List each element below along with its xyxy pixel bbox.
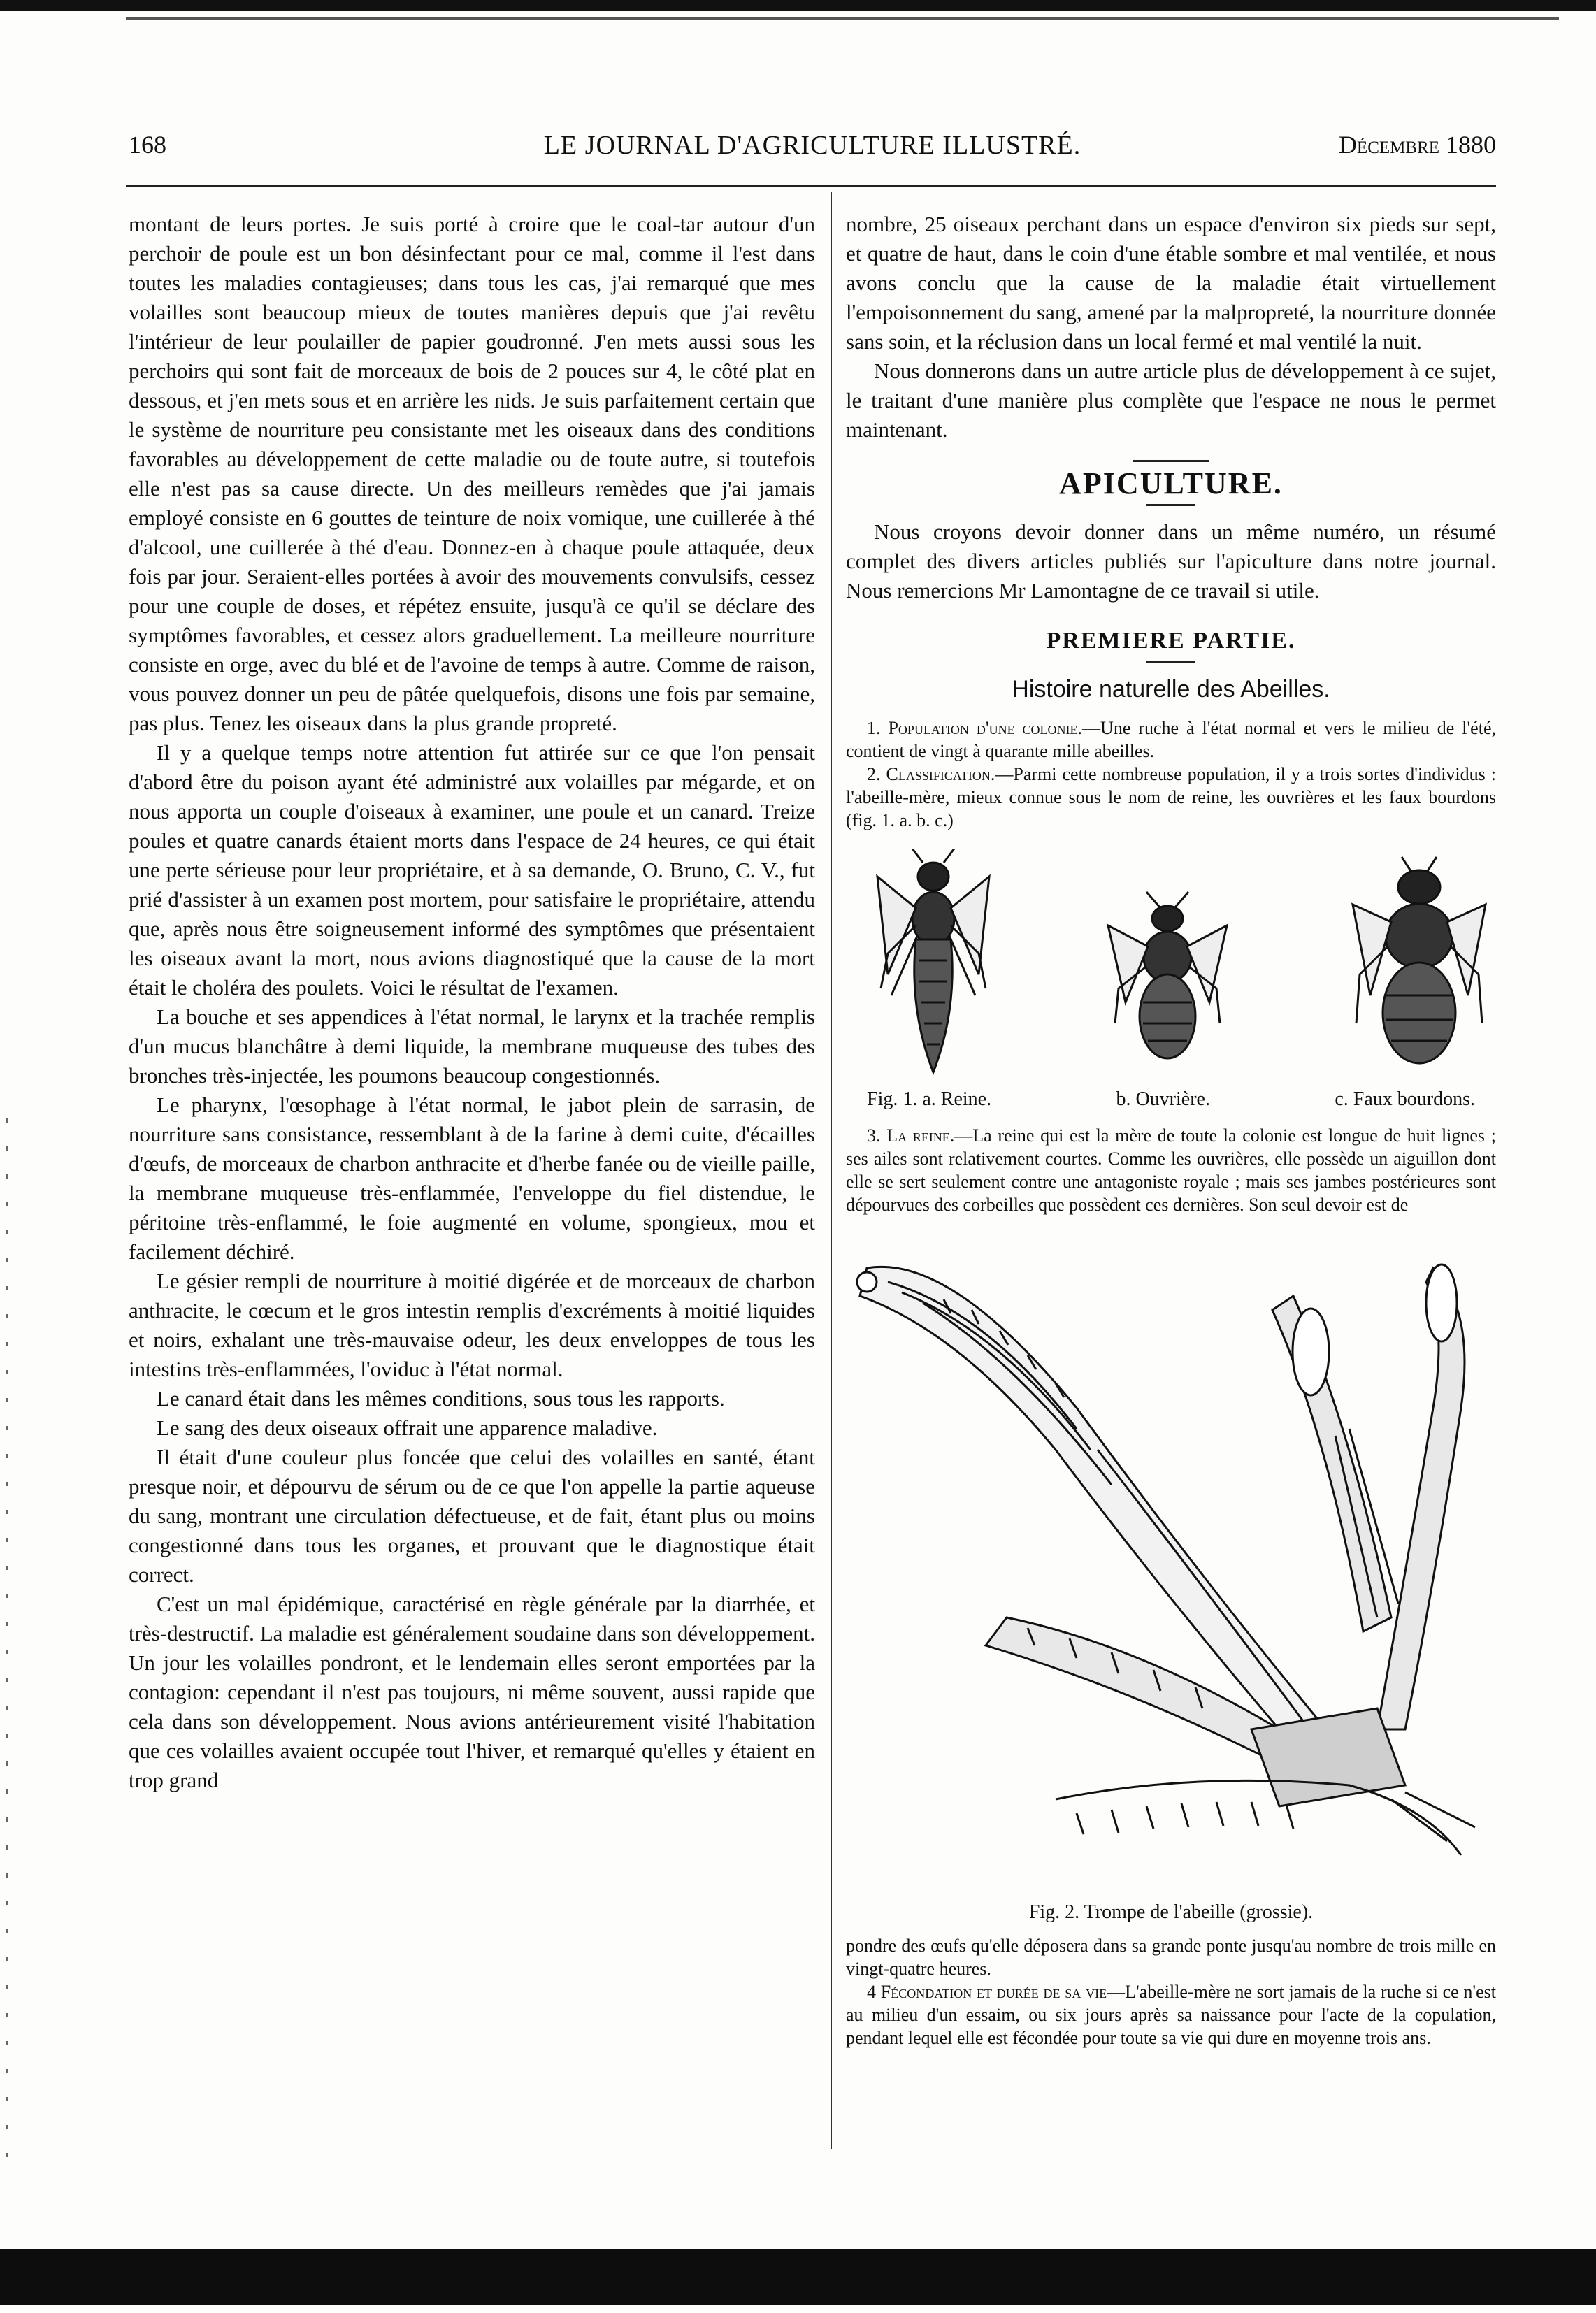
caption-queen: Fig. 1. a. Reine. <box>867 1088 992 1110</box>
item-3-continued: pondre des œufs qu'elle déposera dans sa grande ponte jusqu'au nombre de trois mille en vingt-quatre heures. <box>846 1936 1496 1979</box>
paragraph: Le sang des deux oiseaux offrait une apparence maladive. <box>157 1415 658 1440</box>
page-number: 168 <box>129 131 166 159</box>
left-column <box>129 210 815 1795</box>
running-head <box>129 130 1496 172</box>
part-rule <box>1146 661 1195 663</box>
item-text: —Une ruche à l'état normal et vers le milieu de l'été, contient de vingt à quarante mille abeilles. <box>846 718 1496 761</box>
paragraph: montant de leurs portes. Je suis porté à croire que le coal-tar autour d'un perchoir de poule est un bon désinfectant pour ce mal, comme il l'est dans toutes les maladies contagieuses; dans tous les cas, j'ai remarqué que mes volailles sont beaucoup mieux de toutes manières depuis que j'ai revêtu l'intérieur de leur poulailler de papier goudronné. J'en mets aussi sous les perchoirs qui sont fait de morceaux de bois de 2 pouces sur 4, le côté plat en dessous, et j'en mets sous et en arrière les nids. Je suis parfaitement certain que le système de nourriture peu consistante met les oiseaux dans des conditions favorables au développement de cette maladie ou de toute autre, si toutefois elle n'est pas sa cause directe. Un des meilleurs remèdes que j'ai jamais employé consiste en 6 gouttes de teinture de noix vomique, une cuillerée à thé d'alcool, une cuillerée à thé d'eau. Donnez-en à chaque poule attaquée, deux fois par jour. Seraient-elles portées à avoir des mouvements convulsifs, cessez pour une couple de doses, et répétez ensuite, jusqu'à ce qu'il se déclare des symptômes favorables, et cessez alors graduellement. La meilleure nourriture consiste en orge, avec du blé et de l'avoine de temps à autre. Comme de raison, vous pouvez donner un peu de pâtée quelquefois, disons une fois par semaine, pas plus. Tenez les oiseaux dans la plus grande propreté. <box>129 212 815 735</box>
paragraph: Nous donnerons dans un autre article plus de développement à ce sujet, le traitant d'une manière plus complète que l'espace ne nous le permet maintenant. <box>846 359 1496 442</box>
item-2 <box>846 763 1496 832</box>
figure-1-caption <box>846 1085 1496 1114</box>
scan-top-border <box>0 0 1596 11</box>
caption-drone: c. Faux bourdons. <box>1335 1088 1475 1110</box>
item-text: —Parmi cette nombreuse population, il y a trois sortes d'individus : l'abeille-mère, mieux connue sous le nom de reine, les ouvrières et les faux bourdons (fig. 1. a. b. c.) <box>846 764 1497 830</box>
item-text: —La reine qui est la mère de toute la colonie est longue de huit lignes ; ses ailes sont relativement courtes. Comme les ouvrières, elle possède un aiguillon dont elle se sert seulement contre une antagoniste royale ; mais ses jambes postérieures sont dépourvues des corbeilles que possèdent ces dernières. Son seul devoir est de <box>846 1125 1496 1215</box>
part-title: PREMIERE PARTIE. <box>1046 628 1296 654</box>
queen-bee-illustration <box>874 849 993 1079</box>
scan-bottom-border <box>0 2249 1596 2305</box>
section-title: APICULTURE. <box>1059 466 1283 500</box>
item-label: 4 Fécondation et durée de sa vie <box>867 1982 1107 2002</box>
paragraph: Il était d'une couleur plus foncée que celui des volailles en santé, étant presque noir, et dépourvu de sérum ou de ce que l'on appelle la partie aqueuse du sang, montrant une circulation défectueuse, et de fait, étant plus ou moins congestionné dans tous les organes, et prouvant que le diagnostique était correct. <box>129 1445 815 1587</box>
item-1 <box>846 716 1496 763</box>
caption-worker: b. Ouvrière. <box>1116 1088 1210 1110</box>
section-rule <box>1146 504 1195 506</box>
numbered-items <box>846 1124 1496 1216</box>
worker-bee-illustration <box>1105 891 1230 1065</box>
paragraph: La bouche et ses appendices à l'état normal, le larynx et la trachée remplis d'un mucus blanchâtre à demi liquide, la membrane muqueuse des tubes des bronches très-injectée, les poumons beaucoup congestionnés. <box>129 1004 815 1088</box>
paragraph: nombre, 25 oiseaux perchant dans un espace d'environ six pieds sur sept, et quatre de haut, dans le coin d'une étable sombre et mal ventilée, et nous avons conclu que la cause de la maladie était virtuellement l'empoisonnement du sang, amené par la malpropreté, la nourriture donnée sans soin, et la réclusion dans un local fermé et mal ventilé la nuit. <box>846 212 1496 354</box>
subtitle: Histoire naturelle des Abeilles. <box>1012 676 1330 702</box>
numbered-items <box>846 1934 1496 2049</box>
paragraph: C'est un mal épidémique, caractérisé en règle générale par la diarrhée, et très-destructif. La maladie est généralement soudaine dans son développement. Un jour les volailles pondront, et le lendemain elles seront emportées par la contagion: cependant il n'est pas toujours, ni même souvent, aussi rapide que cela dans son développement. Nous avions antérieurement visité l'habitation que ces volailles avaient occupée tout l'hiver, et remarqué qu'elles y étaient en trop grand <box>129 1592 815 1792</box>
item-label: 1. Population d'une colonie. <box>867 718 1083 738</box>
right-column <box>846 210 1496 2049</box>
figure-1-bees <box>846 849 1496 1079</box>
item-3 <box>846 1124 1496 1216</box>
scan-top-line <box>126 17 1559 20</box>
item-4 <box>846 1980 1496 2049</box>
item-label: 3. La reine. <box>867 1125 955 1146</box>
issue-date: Décembre 1880 <box>1338 131 1496 159</box>
paragraph: Le canard était dans les mêmes conditions, sous tous les rapports. <box>157 1386 725 1411</box>
drone-bee-illustration <box>1349 856 1489 1072</box>
scan-margin-marks <box>6 1118 8 2167</box>
numbered-items <box>846 716 1496 832</box>
paragraph: Le pharynx, l'œsophage à l'état normal, le jabot plein de sarrasin, de nourriture sans consistance, ressemblant à de la farine à demi cuite, d'écailles d'œufs, de morceaux de charbon anthracite et d'herbe fanée ou de vieille paille, la membrane muqueuse très-enflammée, l'enveloppe du fiel distendue, le péritoine très-enflammé, le foie augmenté en volume, spongieux, mou et facilement déchiré. <box>129 1093 815 1264</box>
figure-2-bee-proboscis <box>846 1226 1496 1883</box>
journal-title: LE JOURNAL D'AGRICULTURE ILLUSTRÉ. <box>543 131 1081 160</box>
paragraph: Le gésier rempli de nourriture à moitié digérée et de morceaux de charbon anthracite, le cœcum et le gros intestin remplis d'excréments à moitié liquides et noirs, exhalant une très-mauvaise odeur, les deux enveloppes de tous les intestins très-enflammées, l'oviduc à l'état normal. <box>129 1269 815 1381</box>
figure-2-caption: Fig. 2. Trompe de l'abeille (grossie). <box>1028 1901 1314 1923</box>
header-rule <box>126 185 1496 187</box>
column-divider <box>831 192 832 2149</box>
item-text: —L'abeille-mère ne sort jamais de la ruche si ce n'est au milieu d'un essaim, ou six jours après sa naissance pour l'acte de la copulation, pendant lequel elle est fécondée pour toute sa vie qui dure en moyenne trois ans. <box>846 1982 1496 2048</box>
intro-paragraph: Nous croyons devoir donner dans un même numéro, un résumé complet des divers articles publiés sur l'apiculture dans notre journal. Nous remercions Mr Lamontagne de ce travail si utile. <box>846 519 1496 603</box>
item-label: 2. Classification. <box>867 764 995 784</box>
section-rule <box>1133 460 1209 462</box>
paragraph: Il y a quelque temps notre attention fut attirée sur ce que l'on pensait d'abord être du poison ayant été administré aux volailles par mégarde, et on nous apporta un couple d'oiseaux à examiner, une poule et un canard. Treize poules et quatre canards étaient morts dans l'espace de 24 heures, ce qui était une perte sérieuse pour leur propriétaire, et à sa demande, O. Bruno, C. V., fut prié d'assister à un examen post mortem, pour satisfaire le propriétaire, attendu que, après nous être soigneusement informé des symptômes que présentaient les oiseaux avant la mort, nous avions diagnostiqué que la cause de la mort était le choléra des poulets. Voici le résultat de l'examen. <box>129 740 815 1000</box>
